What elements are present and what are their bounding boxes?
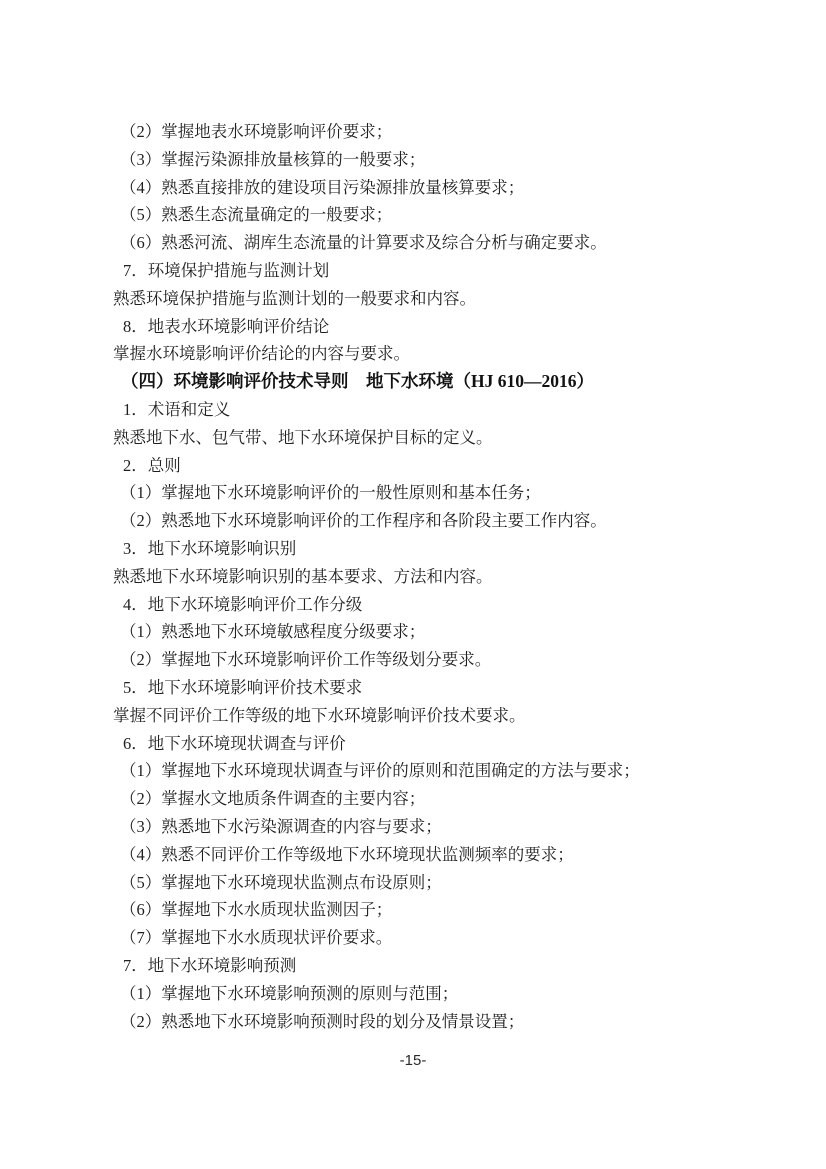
text-line: （1）掌握地下水环境影响预测的原则与范围；: [120, 983, 459, 1003]
text-line: 6．地下水环境现状调查与评价: [123, 733, 346, 753]
text-line: （2）熟悉地下水环境影响评价的工作程序和各阶段主要工作内容。: [120, 511, 607, 531]
text-line: 熟悉地下水、包气带、地下水环境保护目标的定义。: [113, 427, 493, 447]
text-line: （2）熟悉地下水环境影响预测时段的划分及情景设置；: [120, 1011, 525, 1031]
text-line: （7）掌握地下水水质现状评价要求。: [120, 928, 393, 948]
text-line: 熟悉地下水环境影响识别的基本要求、方法和内容。: [113, 566, 493, 586]
text-line: （3）熟悉地下水污染源调查的内容与要求；: [120, 816, 442, 836]
text-line: （4）熟悉不同评价工作等级地下水环境现状监测频率的要求；: [120, 844, 574, 864]
text-line: 1．术语和定义: [123, 399, 231, 419]
text-line: 3．地下水环境影响识别: [123, 538, 297, 558]
text-line: 2．总则: [123, 455, 181, 475]
text-line: 掌握水环境影响评价结论的内容与要求。: [113, 344, 410, 364]
text-line: 掌握不同评价工作等级的地下水环境影响评价技术要求。: [113, 705, 526, 725]
text-line: （2）掌握地下水环境影响评价工作等级划分要求。: [120, 650, 492, 670]
text-line: （6）掌握地下水水质现状监测因子；: [120, 900, 393, 920]
text-line: （5）掌握地下水环境现状监测点布设原则；: [120, 872, 442, 892]
text-line: （3）掌握污染源排放量核算的一般要求；: [120, 149, 426, 169]
text-line: （2）掌握水文地质条件调查的主要内容；: [120, 789, 426, 809]
text-line: （1）掌握地下水环境现状调查与评价的原则和范围确定的方法与要求；: [120, 761, 640, 781]
text-line: 4．地下水环境影响评价工作分级: [123, 594, 363, 614]
page-number: -15-: [399, 1052, 427, 1069]
text-line: （4）熟悉直接排放的建设项目污染源排放量核算要求；: [120, 177, 525, 197]
text-line: （四）环境影响评价技术导则 地下水环境（HJ 610—2016）: [121, 371, 594, 392]
text-line: （1）熟悉地下水环境敏感程度分级要求；: [120, 622, 426, 642]
text-line: 8．地表水环境影响评价结论: [123, 316, 330, 336]
text-line: （2）掌握地表水环境影响评价要求；: [120, 122, 393, 141]
text-line: （6）熟悉河流、湖库生态流量的计算要求及综合分析与确定要求。: [120, 233, 607, 253]
text-line: 7．环境保护措施与监测计划: [123, 260, 330, 280]
text-line: 5．地下水环境影响评价技术要求: [123, 677, 363, 697]
text-line: （5）熟悉生态流量确定的一般要求；: [120, 205, 393, 225]
text-line: （1）掌握地下水环境影响评价的一般性原则和基本任务；: [120, 483, 541, 503]
document-body: [113, 118, 773, 1035]
text-line: 7．地下水环境影响预测: [123, 955, 297, 975]
text-line: 熟悉环境保护措施与监测计划的一般要求和内容。: [113, 288, 476, 308]
